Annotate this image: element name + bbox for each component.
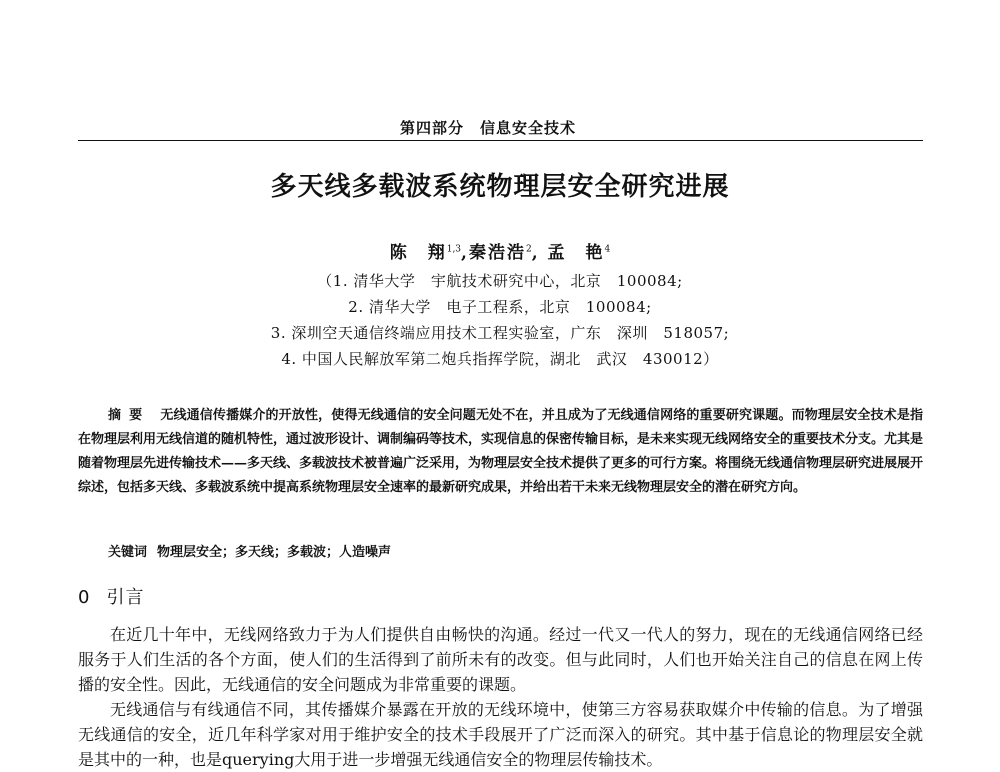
header-rule [78,140,923,141]
section-title: 引言 [106,587,145,608]
section-number: 0 [78,587,91,608]
keywords [108,541,391,560]
abstract-text: 无线通信传播媒介的开放性，使得无线通信的安全问题无处不在，并且成为了无线通信网络的重要研究课题。而物理层安全技术是指在物理层利用无线信道的随机特性，通过波形设计、调制编码等技术，实现信息的保密传输目标，是未来实现无线网络安全的重要技术分支。尤其是随着物理层先进传输技术——多天线、多载波技术被普遍广泛采用，为物理层安全技术提供了更多的可行方案。将围绕无线通信物理层研究进展展开综述，包括多天线、多载波系统中提高系统物理层安全速率的最新研究成果，并给出若干未来无线物理层安全的潜在研究方向。 [78,408,924,495]
abstract-label: 摘要 [108,408,151,423]
author-name: 陈 翔 [389,243,447,263]
body-text [78,622,923,772]
section-header: 第四部分 信息安全技术 [400,119,577,137]
affiliation-line: （1. 清华大学 宇航技术研究中心，北京 100084; [317,272,683,290]
keywords-text: 物理层安全；多天线；多载波；人造噪声 [157,545,392,560]
body-paragraph: 无线通信与有线通信不同，其传播媒介暴露在开放的无线环境中，使第三方容易获取媒介中传输的信息。为了增强无线通信的安全，近几年科学家对用于维护安全的技术手段展开了广泛而深入的研究。其中基于信息论的物理层安全就是其中的一种，也是querying大用于进一步增强无线通信安全的物理层传输技术。 [78,700,923,769]
author-line: 陈 翔$^{1,3}$,秦浩浩$^2$, 孟 艳$^4$ [389,243,611,263]
author-affiliation-marker: 2 [525,244,532,255]
affiliation-line: 3. 深圳空天通信终端应用技术工程实验室，广东 深圳 518057; [270,324,730,342]
author-name: 秦浩浩 [468,243,526,263]
affiliation-line: 2. 清华大学 电子工程系，北京 100084; [348,298,652,316]
keywords-label: 关键词 [108,545,148,560]
author-affiliation-marker: 4 [604,244,611,255]
abstract [78,404,923,500]
author-name: 孟 艳 [547,243,605,263]
section-heading [78,583,144,609]
paper-title: 多天线多载波系统物理层安全研究进展 [270,172,730,202]
body-paragraph: 在近几十年中，无线网络致力于为人们提供自由畅快的沟通。经过一代又一代人的努力，现在的无线通信网络已经服务于人们生活的各个方面，使人们的生活得到了前所未有的改变。但与此同时，人们也开始关注自己的信息在网上传播的安全性。因此，无线通信的安全问题成为非常重要的课题。 [78,625,923,694]
affiliation-line: 4. 中国人民解放军第二炮兵指挥学院，湖北 武汉 430012） [281,350,719,368]
author-affiliation-marker: 1,3 [446,244,462,255]
